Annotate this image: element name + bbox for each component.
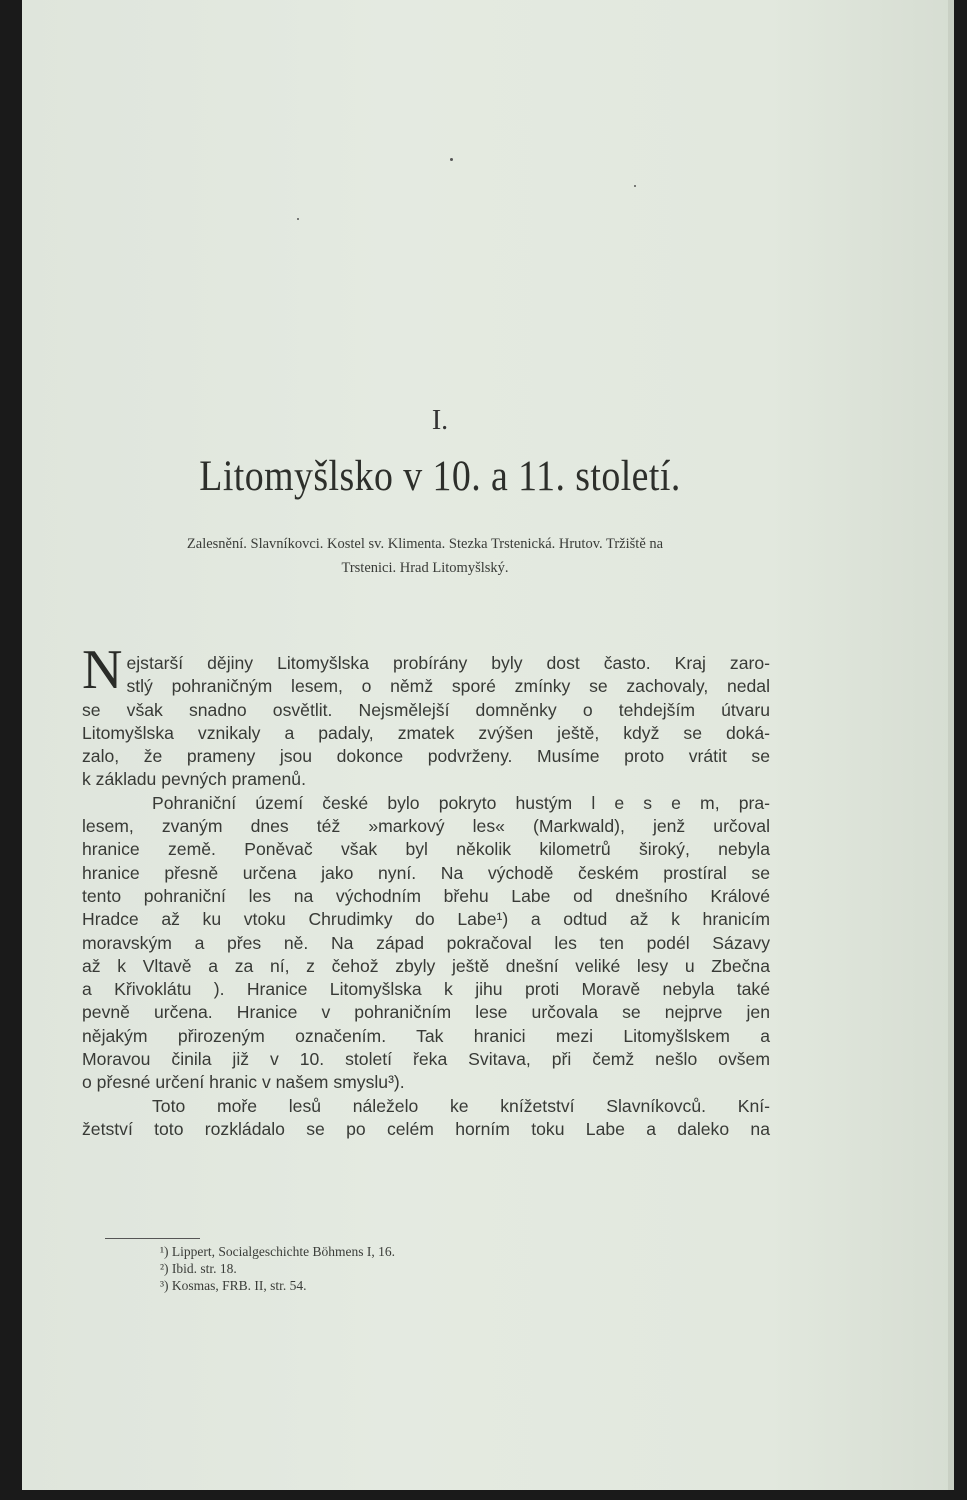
text-line: žetství toto rozkládalo se po celém horním toku Labe a daleko na [82, 1118, 770, 1139]
footnote: ³) Kosmas, FRB. II, str. 54. [160, 1278, 307, 1293]
text-line: Toto moře lesů náleželo ke knížetství Slavníkovců. Kní- [152, 1095, 770, 1116]
chapter-subtitle [80, 532, 770, 580]
subtitle-line: Trstenici. Hrad Litomyšlský. [341, 560, 509, 576]
subtitle-line: Zalesnění. Slavníkovci. Kostel sv. Klimenta. Stezka Trstenická. Hrutov. Tržiště na [186, 536, 664, 552]
text-line: Hradce až ku vtoku Chrudimky do Labe¹) a odtud až k hranicím [82, 909, 770, 930]
page-edge [948, 0, 954, 1490]
footnotes [160, 1243, 660, 1294]
text-line: ejstarší dějiny Litomyšlska probírány byly dost často. Kraj zaro- [126, 653, 770, 673]
speck [450, 158, 453, 161]
chapter-title: Litomyšlsko v 10. a 11. století. [199, 453, 681, 500]
chapter-number: I. [431, 405, 449, 436]
text-line: k základu pevných pramenů. [82, 769, 306, 790]
text-line: moravským a přes ně. Na západ pokračoval les ten podél Sázavy [82, 932, 770, 953]
text-line: stlý pohraničným lesem, o němž sporé zmínky se zachovaly, nedal [126, 676, 770, 697]
footnote: ²) Ibid. str. 18. [160, 1261, 237, 1276]
text-line: tento pohraniční les na východním břehu Labe od dnešního Králové [82, 885, 770, 906]
text-line: Litomyšlska vznikaly a padaly, zmatek zvýšen ještě, když se doká- [82, 722, 770, 743]
text-line: hranice země. Poněvač však byl několik kilometrů široký, nebyla [82, 839, 770, 860]
text-line: se však snadno osvětlit. Nejsmělejší domněnky o tehdejším útvaru [82, 699, 770, 720]
text-line: hranice přesně určena jako nyní. Na východě českém prostíral se [82, 862, 770, 883]
drop-cap: N [82, 639, 123, 701]
text-line: pevně určena. Hranice v pohraničním lese určovala se nejprve jen [82, 1002, 770, 1023]
text-line: nějakým přirozeným označením. Tak hranici mezi Litomyšlskem a [82, 1025, 770, 1046]
text-line: zalo, že prameny jsou dokonce podvrženy. Musíme proto vrátit se [82, 746, 770, 767]
text-line: a Křivoklátu ). Hranice Litomyšlska k jihu proti Moravě nebyla také [82, 979, 770, 1000]
speck [634, 185, 636, 187]
text-line: o přesné určení hranic v našem smyslu³). [82, 1072, 405, 1093]
footnote: ¹) Lippert, Socialgeschichte Böhmens I, 16. [160, 1244, 395, 1259]
text-line: až k Vltavě a za ní, z čehož zbyly ještě dnešní veliké lesy u Zbečna [82, 955, 770, 976]
text-line: Pohraniční území české bylo pokryto hustým l e s e m, pra- [152, 792, 770, 813]
speck [297, 218, 299, 220]
text-line: Moravou činila již v 10. století řeka Svitava, při čemž nešlo ovšem [82, 1049, 770, 1070]
text-line: lesem, zvaným dnes též »markový les« (Markwald), jenž určoval [82, 816, 770, 837]
body-text [82, 639, 770, 1141]
footnote-rule [105, 1238, 200, 1239]
